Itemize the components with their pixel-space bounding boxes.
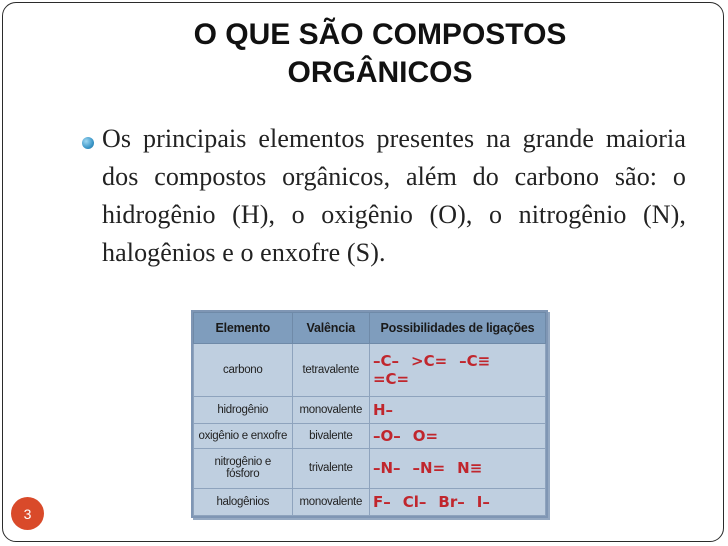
bullet-icon [82,137,94,149]
table-row [194,423,546,448]
bond-notation: Br– [438,492,465,511]
table-header-row [194,313,546,344]
cell-element: carbono [194,344,293,397]
page-number-badge: 3 [11,497,44,530]
header-valencia: Valência [292,313,369,344]
bond-notation: >C= [411,351,448,370]
cell-valence: tetravalente [292,344,369,397]
cell-element: hidrogênio [194,396,293,423]
title-line-2: ORGÂNICOS [287,56,473,89]
bond-notation: –C– [372,351,399,370]
bond-notation: I– [476,492,490,511]
cell-bonds [369,396,545,423]
title-line-1: O QUE SÃO COMPOSTOS [193,18,567,51]
header-ligacoes: Possibilidades de ligações [369,313,545,344]
cell-valence: monovalente [292,488,369,515]
cell-bonds [369,423,545,448]
bond-notation: –N– [372,459,401,478]
table-row [194,488,546,515]
bond-notation: =C= [372,369,410,388]
bond-notation: –C≡ [459,351,491,370]
table-row [194,344,546,397]
valence-table-image [191,310,548,518]
cell-bonds [369,449,545,488]
cell-valence: bivalente [292,423,369,448]
bond-notation: F– [372,492,391,511]
slide-title [130,16,630,92]
table-row [194,449,546,488]
bond-notation: H– [372,400,394,419]
cell-element: oxigênio e enxofre [194,423,293,448]
bond-notation: –O– [372,427,401,446]
bond-notation: O= [412,427,439,446]
cell-element: nitrogênio e fósforo [194,449,293,488]
cell-bonds [369,488,545,515]
cell-valence: trivalente [292,449,369,488]
header-elemento: Elemento [194,313,293,344]
bond-notation: Cl– [402,492,427,511]
table-row [194,396,546,423]
bullet-text: Os principais elementos presentes na grande maioria dos compostos orgânicos, além do carbono são: o hidrogênio (H), o oxigênio (O), o nitrogênio (N), halogênios e o enxofre (S). [102,124,686,267]
cell-bonds [369,344,545,397]
bond-notation: –N= [412,459,446,478]
cell-valence: monovalente [292,396,369,423]
bond-notation: N≡ [457,459,483,478]
cell-element: halogênios [194,488,293,515]
valence-table [193,312,546,516]
